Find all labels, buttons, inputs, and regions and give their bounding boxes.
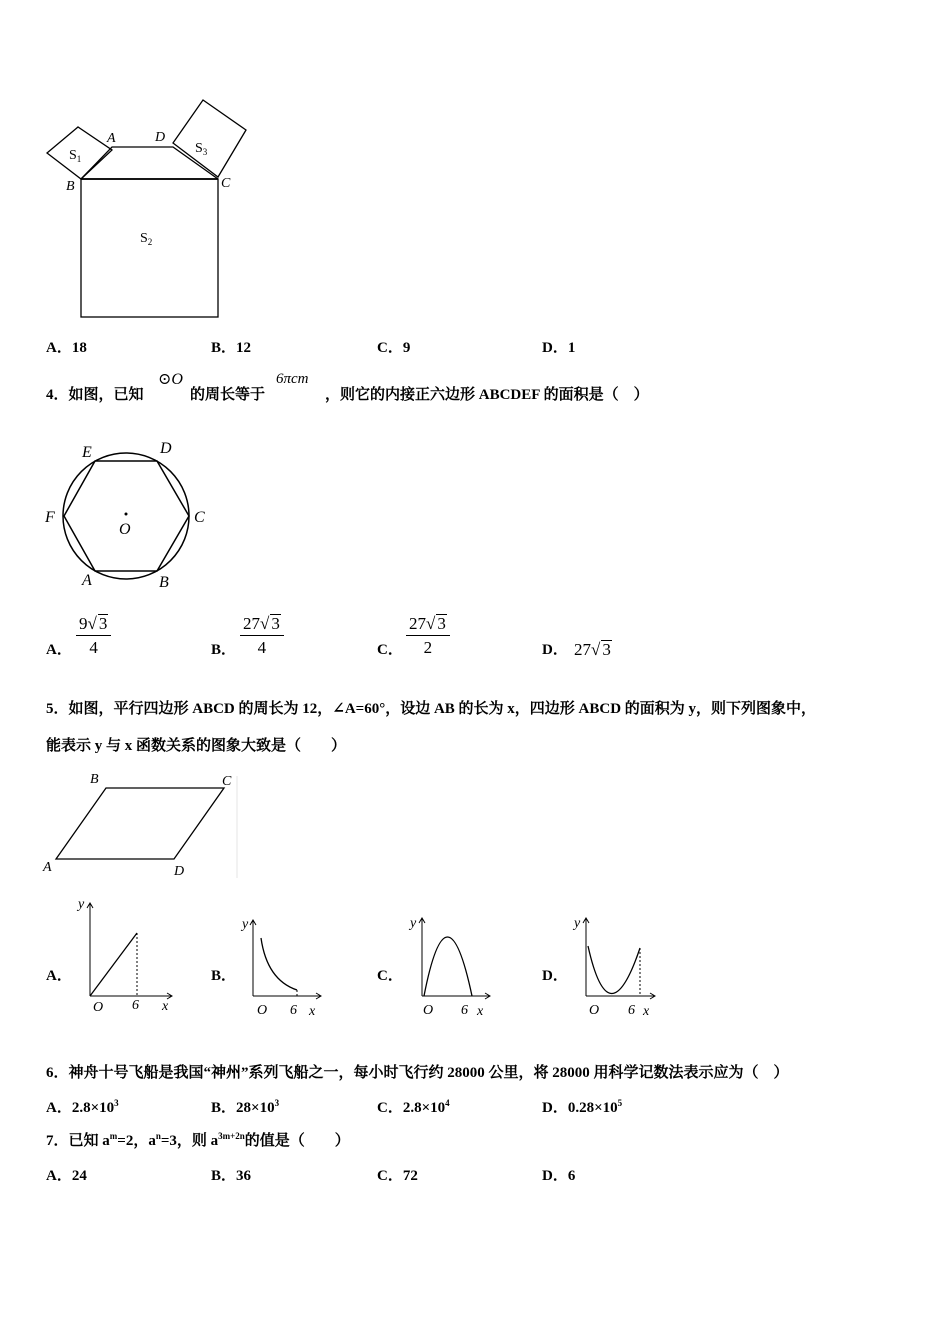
q5-option-b-letter: B． xyxy=(211,968,237,984)
q5-option-a-letter: A． xyxy=(46,968,72,984)
q6-text: 6．神舟十号飞船是我国“神州”系列飞船之一，每小时飞行约 28000 公里，将 28000 用科学记数法表示应为（ ） xyxy=(46,1065,789,1081)
svg-text:6: 6 xyxy=(461,1003,468,1018)
para-label-b: B xyxy=(90,772,99,787)
q4-option-c-value: $\frac{27√ 3}{2}$ xyxy=(406,614,450,658)
svg-text:O: O xyxy=(423,1003,434,1018)
svg-text:x: x xyxy=(477,1004,484,1019)
q4-option-d-value: 27√ 3 xyxy=(574,640,611,659)
para-label-a: A xyxy=(43,860,52,875)
q6-option-a: A．$2.8\times 10^3$ xyxy=(46,1098,119,1116)
label-a: A xyxy=(107,131,116,146)
q3-option-c: C．9 xyxy=(377,340,411,356)
svg-text:x: x xyxy=(643,1004,650,1019)
svg-text:O: O xyxy=(589,1003,600,1018)
svg-text:6: 6 xyxy=(628,1003,635,1018)
label-c: C xyxy=(221,176,231,191)
svg-text:O: O xyxy=(257,1003,268,1018)
q5-option-c-letter: C． xyxy=(377,968,403,984)
para-label-c: C xyxy=(222,774,232,789)
label-s3: $S_3$ xyxy=(195,141,208,157)
q7-option-a: A．24 xyxy=(46,1168,87,1184)
svg-text:x: x xyxy=(309,1004,316,1019)
svg-text:x: x xyxy=(162,999,169,1014)
q5-graph-b xyxy=(237,910,327,1028)
label-s2: $S_2$ xyxy=(140,231,153,247)
q6-option-b: B．$28\times 10^3$ xyxy=(211,1098,280,1116)
q5-line1: 5．如图，平行四边形 ABCD 的周长为 12，∠A=60°，设边 AB 的长为 x，四边形 ABCD 的面积为 y，则下列图象中， xyxy=(46,701,817,717)
q3-option-a: A．18 xyxy=(46,340,87,356)
hex-label-d: D xyxy=(160,440,172,457)
q3-option-d: D．1 xyxy=(542,340,576,356)
q7-option-c: C．72 xyxy=(377,1168,418,1184)
q5-graph-c xyxy=(404,910,496,1028)
hex-label-f: F xyxy=(45,509,55,526)
label-b: B xyxy=(66,179,75,194)
q4-hexagon-figure xyxy=(40,433,220,593)
q4-option-b-letter: B． xyxy=(211,642,237,658)
hex-label-a: A xyxy=(82,572,92,589)
q5-graph-a xyxy=(70,893,178,1028)
q7-option-b: B．36 xyxy=(211,1168,252,1184)
hex-label-e: E xyxy=(82,444,92,461)
label-d: D xyxy=(155,130,166,145)
svg-text:y: y xyxy=(78,897,85,912)
q4-option-c-letter: C． xyxy=(377,642,403,658)
q5-line2: 能表示 y 与 x 函数关系的图象大致是（ ） xyxy=(46,738,347,754)
q3-option-b: B．12 xyxy=(211,340,252,356)
hex-label-c: C xyxy=(194,509,205,526)
q3-figure xyxy=(40,95,255,325)
svg-text:y: y xyxy=(410,916,417,931)
hex-label-b: B xyxy=(159,574,169,591)
para-label-d: D xyxy=(174,864,185,879)
hex-label-o: O xyxy=(119,521,131,538)
q5-option-d-letter: D． xyxy=(542,968,568,984)
q5-graph-d xyxy=(569,910,661,1028)
svg-text:y: y xyxy=(242,917,249,932)
q6-option-c: C．$2.8\times 10^4$ xyxy=(377,1098,450,1116)
label-s1: $S_1$ xyxy=(69,148,82,164)
q4-mid: 的周长等于 xyxy=(190,387,266,403)
q4-circle-symbol: ⊙O xyxy=(158,371,183,388)
q4-option-d-letter: D． xyxy=(542,642,568,658)
svg-text:O: O xyxy=(93,1000,104,1015)
svg-text:6: 6 xyxy=(132,998,139,1013)
svg-text:y: y xyxy=(574,916,581,931)
q4-prefix: 4．如图，已知 xyxy=(46,387,144,403)
q6-option-d: D．$0.28\times 10^5$ xyxy=(542,1098,623,1116)
q5-parallelogram-figure xyxy=(40,768,240,883)
q4-perimeter: 6πcm xyxy=(276,371,309,387)
q7-option-d: D．6 xyxy=(542,1168,576,1184)
q4-option-a-value: $\frac{9√ 3}{4}$ xyxy=(76,614,111,658)
q4-option-a-letter: A． xyxy=(46,642,72,658)
q7-text: 7．已知 $a^m=2$，$a^n=3$，则 $a^{3m+2n}$的值是（ ） xyxy=(46,1131,350,1149)
svg-text:6: 6 xyxy=(290,1003,297,1018)
q4-suffix: ，则它的内接正六边形 ABCDEF 的面积是（ ） xyxy=(325,387,649,403)
q4-option-b-value: $\frac{27√ 3}{4}$ xyxy=(240,614,284,658)
